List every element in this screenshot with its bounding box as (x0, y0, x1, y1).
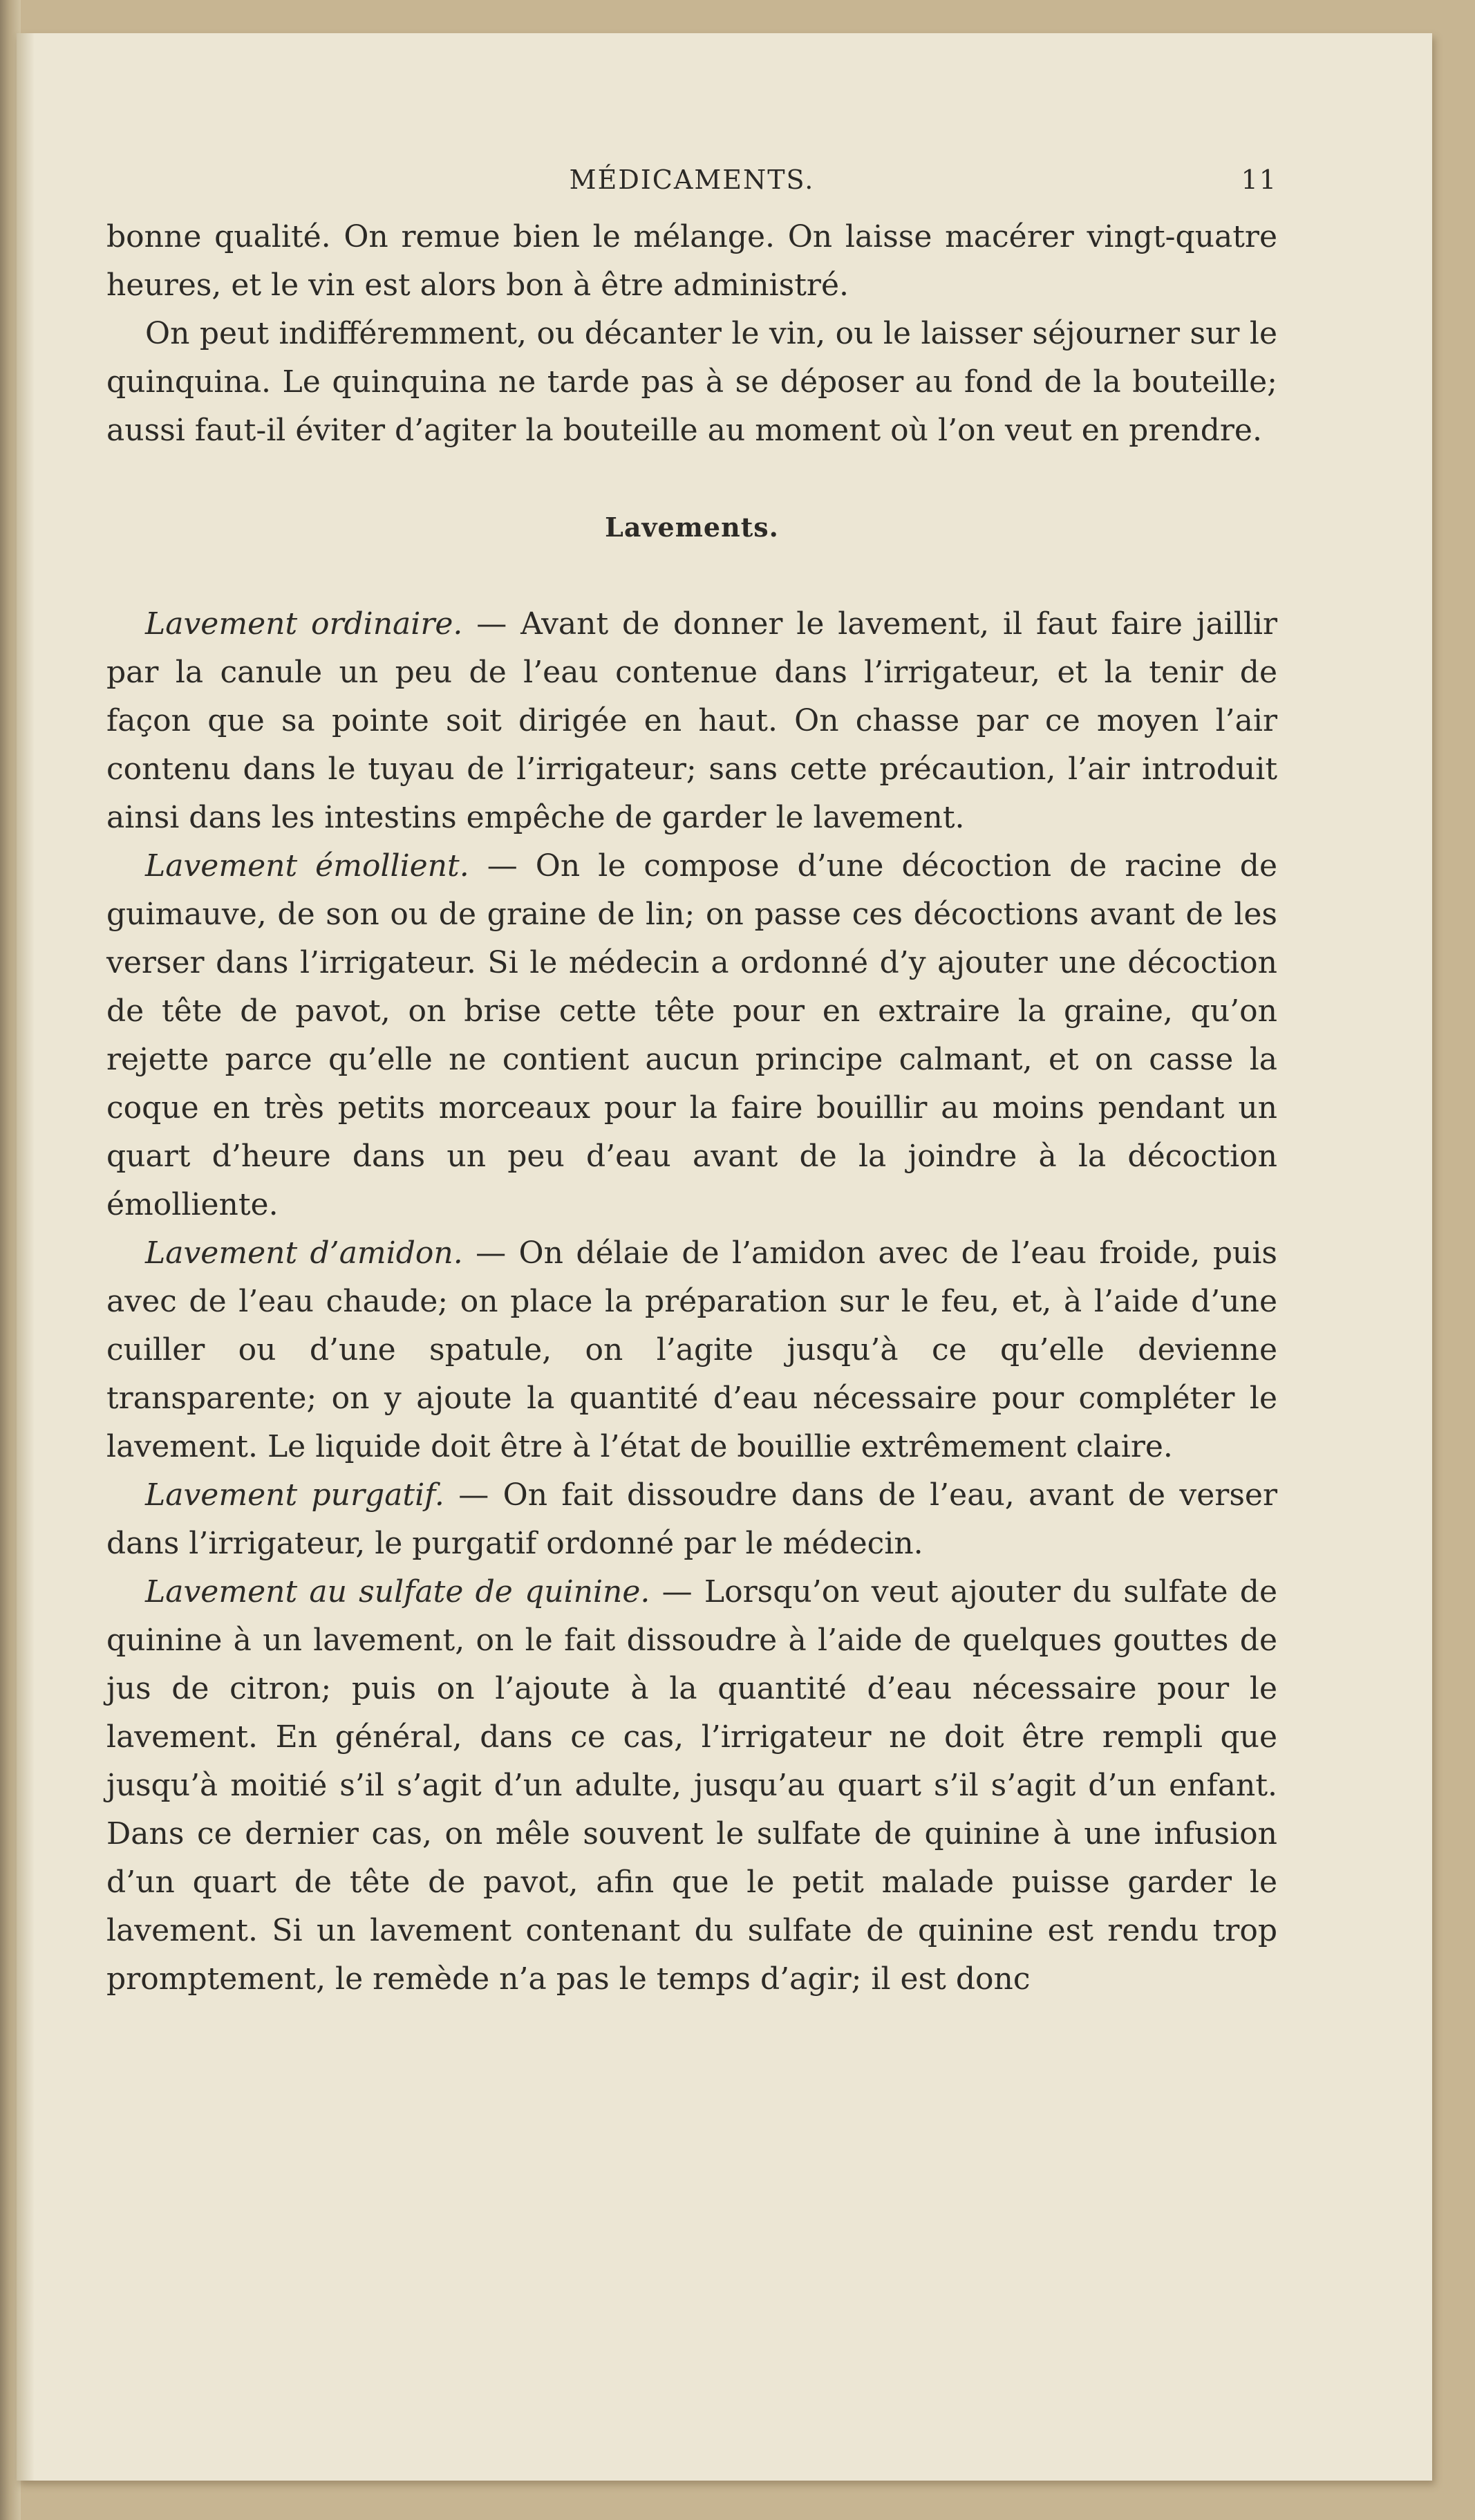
entry-text: — Avant de donner le lavement, il faut faire jaillir par la canule un peu de l’eau contenue dans l’irrigateur, et la tenir de façon que sa pointe soit dirigée en haut. On chasse par ce moyen l’air contenu dans le tuyau de l’irrigateur; sans cette précaution, l’air introduit ainsi dans les intestins empêche de garder le lavement. (106, 606, 1277, 835)
running-head (106, 165, 1277, 213)
entry-paragraph (106, 1229, 1277, 1471)
entry-paragraph (106, 600, 1277, 842)
entry-title: Lavement purgatif. (145, 1477, 444, 1513)
entry-title: Lavement au sulfate de quinine. (145, 1574, 650, 1609)
page-number: 11 (1241, 165, 1277, 195)
entry-title: Lavement d’amidon. (145, 1235, 463, 1271)
entry-paragraph (106, 842, 1277, 1229)
book-page (17, 33, 1432, 2481)
running-head-title: MÉDICAMENTS. (569, 165, 815, 195)
entry-text: — On délaie de l’amidon avec de l’eau froide, puis avec de l’eau chaude; on place la préparation sur le feu, et, à l’aide d’une cuiller ou d’une spatule, on l’agite jusqu’à ce qu’elle devienne transparente; on y ajoute la quantité d’eau nécessaire pour compléter le lavement. Le liquide doit être à l’état de bouillie extrêmement claire. (106, 1235, 1277, 1464)
text-block (106, 165, 1277, 2004)
entry-text: — Lorsqu’on veut ajouter du sulfate de quinine à un lavement, on le fait dissoudre à l’aide de quelques gouttes de jus de citron; puis on l’ajoute à la quantité d’eau nécessaire pour le lavement. En général, dans ce cas, l’irrigateur ne doit être rempli que jusqu’à moitié s’il s’agit d’un adulte, jusqu’au quart s’il s’agit d’un enfant. Dans ce dernier cas, on mêle souvent le sulfate de quinine à une infusion d’un quart de tête de pavot, afin que le petit malade puisse garder le lavement. Si un lavement contenant du sulfate de quinine est rendu trop promptement, le remède n’a pas le temps d’agir; il est donc (106, 1574, 1277, 1997)
entry-paragraph (106, 1568, 1277, 2004)
paragraph-continued: bonne qualité. On remue bien le mélange. On laisse macérer vingt-quatre heures, et le vin est alors bon à être administré. (106, 219, 1277, 303)
entry-text: — On le compose d’une décoction de racine de guimauve, de son ou de graine de lin; on passe ces décoctions avant de les verser dans l’irrigateur. Si le médecin a ordonné d’y ajouter une décoction de tête de pavot, on brise cette tête pour en extraire la graine, qu’on rejette parce qu’elle ne contient aucun principe calmant, et on casse la coque en très petits morceaux pour la faire bouillir au moins pendant un quart d’heure dans un peu d’eau avant de la joindre à la décoction émolliente. (106, 848, 1277, 1222)
section-heading: Lavements. (605, 512, 779, 543)
paragraph: On peut indifféremment, ou décanter le vin, ou le laisser séjourner sur le quinquina. Le quinquina ne tarde pas à se déposer au fond de la bouteille; aussi faut-il éviter d’agiter la bouteille au moment où l’on veut en prendre. (106, 316, 1277, 448)
entry-title: Lavement émollient. (145, 848, 469, 884)
entry-paragraph (106, 1471, 1277, 1568)
entry-title: Lavement ordinaire. (145, 606, 463, 642)
entry-text: — On fait dissoudre dans de l’eau, avant de verser dans l’irrigateur, le purgatif ordonné par le médecin. (106, 1477, 1277, 1561)
